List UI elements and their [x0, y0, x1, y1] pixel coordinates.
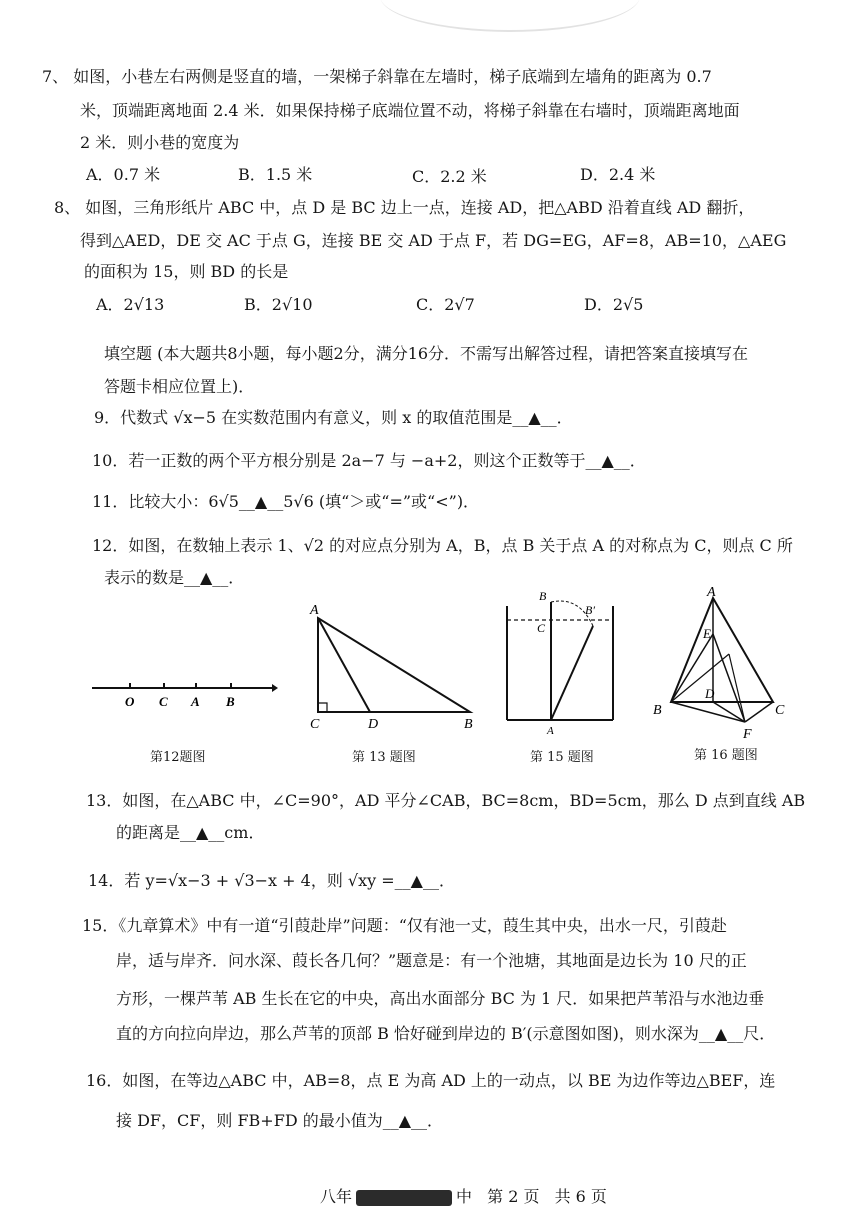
- fig12-label-b: B: [226, 694, 235, 709]
- footer-page-number: 第 2 页: [487, 1187, 540, 1206]
- q15-line-4: 直的方向拉向岸边，那么芦苇的顶部 B 恰好碰到岸边的 B′(示意图如图)，则水深为__▲__尺．: [116, 1024, 776, 1043]
- fig13-label-c: C: [310, 717, 320, 732]
- fig13-label-b: B: [464, 717, 473, 732]
- redacted-stamp: [356, 1190, 452, 1206]
- fig15-label-b: B: [539, 589, 547, 603]
- q7-option-a: A．0.7 米: [86, 165, 161, 184]
- figure-16-triangle: [645, 584, 790, 744]
- q13-line-2: 的距离是__▲__cm．: [116, 823, 265, 842]
- fig15-label-a: A: [547, 725, 554, 736]
- q7-option-b: B．1.5 米: [238, 165, 313, 184]
- q8-line-2: 得到△AED，DE 交 AC 于点 G，连接 BE 交 AD 于点 F，若 DG=EG，AF=8，AB=10，△AEG: [80, 231, 787, 250]
- fig16-label-e: E: [703, 626, 711, 641]
- fig12-label-a: A: [191, 694, 200, 709]
- q12-line-2: 表示的数是__▲__．: [104, 568, 245, 587]
- q10-text: 10．若一正数的两个平方根分别是 2a−7 与 −a+2，则这个正数等于__▲__．: [92, 451, 646, 470]
- q7-line-2: 米，顶端距离地面 2.4 米．如果保持梯子底端位置不动，将梯子斜靠在右墙时，顶端距离地面: [80, 101, 740, 120]
- q8-option-d: D．2√5: [584, 295, 644, 314]
- figure-15-caption: 第 15 题图: [530, 750, 594, 765]
- q7-line-3: 2 米．则小巷的宽度为: [80, 133, 240, 152]
- footer-prefix: 八年: [320, 1187, 353, 1206]
- q8-line-1: 8、 如图，三角形纸片 ABC 中，点 D 是 BC 边上一点，连接 AD，把△ABD 沿着直线 AD 翻折，: [54, 198, 755, 217]
- q15-line-1: 15．《九章算术》中有一道“引葭赴岸”问题：“仅有池一丈，葭生其中央，出水一尺，引葭赴: [82, 916, 727, 935]
- fig15-label-b-prime: B′: [585, 603, 595, 617]
- fig13-label-a: A: [310, 603, 319, 618]
- q16-line-1: 16．如图，在等边△ABC 中，AB=8，点 E 为高 AD 上的一动点，以 BE 为边作等边△BEF，连: [86, 1071, 776, 1090]
- fig16-label-d: D: [705, 686, 715, 701]
- figure-12-number-line: [88, 670, 278, 710]
- section-header-line-1: 填空题 (本大题共8小题，每小题2分，满分16分．不需写出解答过程，请把答案直接填写在: [104, 344, 749, 363]
- footer-total-pages: 共 6 页: [554, 1187, 607, 1206]
- figure-13-triangle: [300, 600, 485, 735]
- figure-16-caption: 第 16 题图: [694, 748, 758, 763]
- fig16-label-c: C: [775, 703, 785, 718]
- q8-line-3: 的面积为 15，则 BD 的长是: [84, 262, 289, 281]
- fig13-label-d: D: [368, 717, 379, 732]
- footer-middle: 中: [456, 1187, 473, 1206]
- figure-12-caption: 第12题图: [150, 750, 206, 765]
- fig12-label-c: C: [159, 694, 168, 709]
- q8-option-b: B．2√10: [244, 295, 313, 314]
- q8-option-c: C．2√7: [416, 295, 475, 314]
- q12-line-1: 12．如图，在数轴上表示 1、√2 的对应点分别为 A，B，点 B 关于点 A 的对称点为 C，则点 C 所: [92, 536, 793, 555]
- fig15-label-c: C: [537, 621, 546, 635]
- q8-option-a: A．2√13: [96, 295, 165, 314]
- q16-line-2: 接 DF，CF，则 FB+FD 的最小值为__▲__．: [116, 1111, 444, 1130]
- q14-text: 14．若 y=√x−3 + √3−x + 4，则 √xy =__▲__．: [88, 871, 455, 890]
- figure-15-pond: [495, 586, 630, 736]
- q7-option-c: C．2.2 米: [412, 167, 487, 186]
- q7-option-d: D．2.4 米: [580, 165, 656, 184]
- q7-line-1: 7、 如图，小巷左右两侧是竖直的墙，一架梯子斜靠在左墙时，梯子底端到左墙角的距离为 0.7: [42, 67, 712, 86]
- figure-13-caption: 第 13 题图: [352, 750, 416, 765]
- q15-line-3: 方形，一棵芦苇 AB 生长在它的中央，高出水面部分 BC 为 1 尺．如果把芦苇沿与水池边垂: [116, 989, 765, 1008]
- q9-text: 9．代数式 √x−5 在实数范围内有意义，则 x 的取值范围是__▲__．: [94, 408, 573, 427]
- q15-line-2: 岸，适与岸齐．问水深、葭长各几何？”题意是：有一个池塘，其地面是边长为 10 尺的正: [116, 951, 747, 970]
- fig16-label-b: B: [653, 703, 662, 718]
- fig16-label-f: F: [743, 727, 752, 742]
- fig12-label-o: O: [125, 694, 135, 709]
- q11-text: 11．比较大小：6√5__▲__5√6 (填“＞或“=”或“<”)．: [92, 492, 480, 511]
- top-page-stain: [380, 0, 640, 32]
- fig16-label-a: A: [707, 585, 716, 600]
- section-header-line-2: 答题卡相应位置上)．: [104, 377, 255, 396]
- page-footer: [320, 1184, 607, 1207]
- q13-line-1: 13．如图，在△ABC 中，∠C=90°，AD 平分∠CAB，BC=8cm，BD=5cm，那么 D 点到直线 AB: [86, 791, 806, 810]
